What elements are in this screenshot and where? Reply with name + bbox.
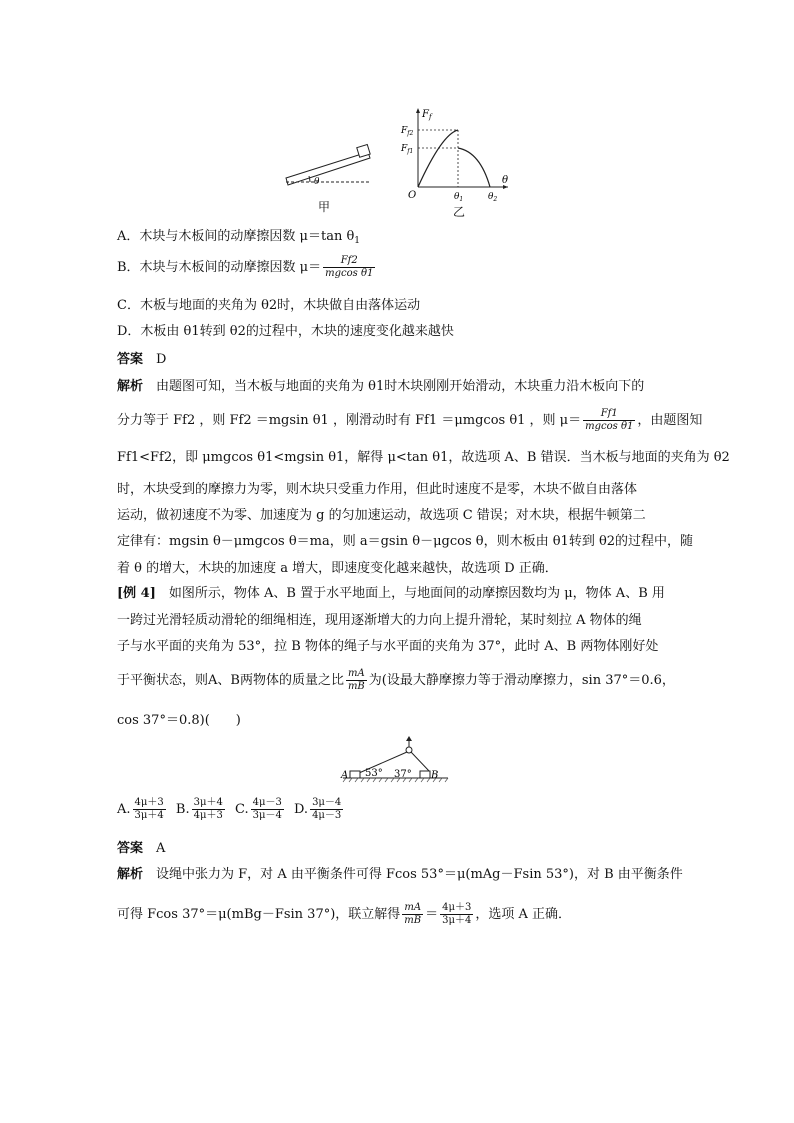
option-a: A．木块与木板间的动摩擦因数 μ＝tan $\theta_1$ [117, 229, 361, 246]
svg-text:A: A [341, 770, 349, 781]
example-4-line-3: 子与水平面的夹角为 53°，拉 B 物体的绳子与水平面的夹角为 37°，此时 A、B 两物体刚好处 [117, 639, 659, 654]
option-c: C．木板与地面的夹角为 θ2时，木块做自由落体运动 [117, 298, 421, 313]
analysis-2-line-2: 可得 Fcos 37°＝μ(mBg－Fsin 37°)，联立解得 $\frac{mA}{mB}$ ＝ $\frac{4\mu+3}{3\mu+4}$ ，选项 A 正确． [117, 902, 572, 926]
option-b: B．木块与木板间的动摩擦因数 μ＝ $\frac{Ff2}{\text{mgcos θ1}}$ [117, 255, 374, 279]
svg-text:θ: θ [502, 175, 509, 186]
answer-2: 答案 A [117, 841, 166, 856]
svg-text:53°: 53° [365, 768, 383, 779]
figure-label-yi: 乙 [453, 205, 466, 219]
example-4-line-2: 一跨过光滑轻质动滑轮的细绳相连，现用逐渐增大的力向上提升滑轮，某时刻拉 A 物体的绳 [117, 613, 642, 628]
analysis-1-line-3: Ff1<Ff2，即 μmgcos θ1<mgsin θ1，解得 μ<tan θ1，故选项 A、B 错误．当木板与地面的夹角为 θ2 [117, 450, 730, 465]
angle-label: θ [314, 177, 320, 187]
example-4-line-1: [例 4] 如图所示，物体 A、B 置于水平地面上，与地面间的动摩擦因数均为 μ，物体 A、B 用 [117, 586, 665, 601]
svg-text:θ1: $\theta_1$ [454, 192, 464, 203]
option-d: D．木板由 θ1转到 θ2的过程中，木块的速度变化越来越快 [117, 324, 454, 339]
incline-figure [280, 140, 380, 195]
svg-text:Ff2: $F_{f2}$ [401, 126, 414, 137]
svg-text:O: O [408, 190, 417, 201]
friction-graph [398, 100, 513, 205]
analysis-1-line-6: 定律有：mgsin θ－μmgcos θ＝ma，则 a＝gsin θ－μgcos θ，则木板由 θ1转到 θ2的过程中，随 [117, 534, 694, 549]
analysis-1-line-1: 解析 由题图可知，当木板与地面的夹角为 θ1时木块刚刚开始滑动，木块重力沿木板向下的 [117, 379, 645, 394]
svg-text:Ff1: $F_{f1}$ [401, 144, 414, 155]
analysis-1-line-7: 着 θ 的增大，木块的加速度 a 增大，即速度变化越来越快，故选项 D 正确． [117, 561, 558, 576]
svg-text:θ2: $\theta_2$ [488, 192, 498, 203]
pulley-figure [338, 735, 458, 785]
example-4-line-5: cos 37°＝0.8)( ) [117, 713, 241, 728]
options-2: A. $\frac{4\mu+3}{3\mu+4}$ B. $\frac{3\mu+4}{4\mu+3}$ C. $\frac{4\mu-3}{3\mu-4}$ D. $\frac{3\mu-4}{4\mu-3}$ [117, 797, 342, 821]
svg-text:37°: 37° [394, 769, 412, 780]
svg-text:Ff: $F_f$ [422, 109, 432, 121]
analysis-2-line-1: 解析 设绳中张力为 F，对 A 由平衡条件可得 Fcos 53°＝μ(mAg－Fsin 53°)，对 B 由平衡条件 [117, 867, 683, 882]
analysis-1-line-4: 时，木块受到的摩擦力为零，则木块只受重力作用，但此时速度不是零，木块不做自由落体 [117, 482, 638, 497]
answer-1: 答案 D [117, 352, 167, 367]
analysis-1-line-2: 分力等于 Ff2 ，则 Ff2 ＝mgsin θ1 ，刚滑动时有 Ff1 ＝μmgcos θ1 ，则 μ＝ $\frac{Ff1}{\text{mgcos θ1}}$ ，由题图知 [117, 408, 703, 432]
analysis-1-line-5: 运动，做初速度不为零、加速度为 g 的匀加速运动，故选项 C 错误；对木块，根据牛顿第二 [117, 508, 646, 523]
svg-text:B: B [431, 770, 439, 781]
example-4-line-4: 于平衡状态，则A、B两物体的质量之比 $\frac{mA}{mB}$ 为(设最大静摩擦力等于滑动摩擦力，sin 37°＝0.6， [117, 668, 675, 692]
figure-label-jia: 甲 [318, 200, 331, 214]
